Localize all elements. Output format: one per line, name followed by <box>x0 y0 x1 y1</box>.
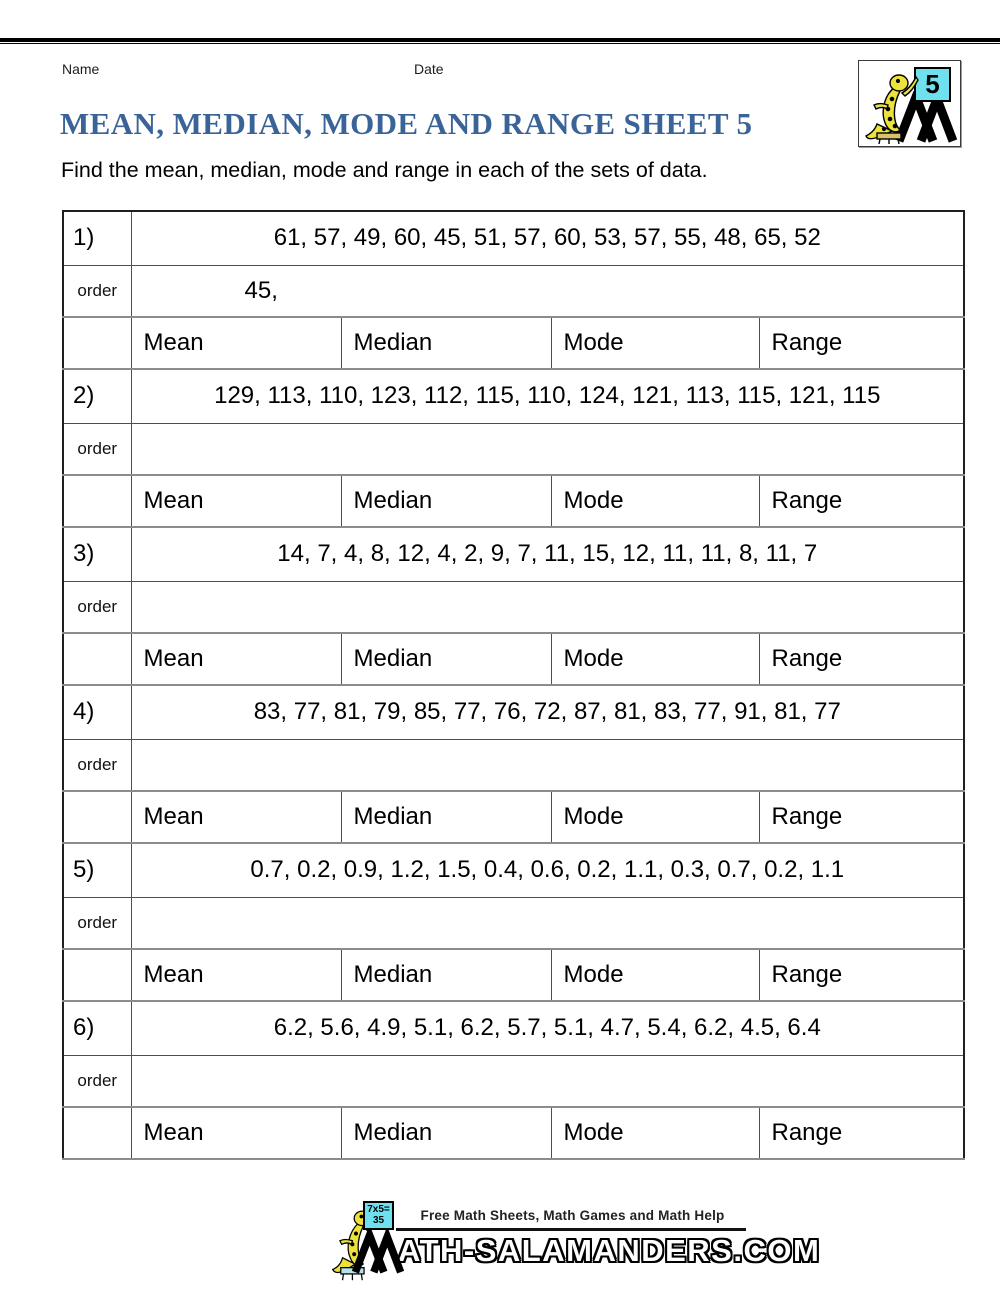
stat-header-mean: Mean <box>131 475 341 527</box>
stat-header-median: Median <box>341 475 551 527</box>
order-answer-area <box>131 581 964 633</box>
table-row <box>63 949 964 1001</box>
page-title: MEAN, MEDIAN, MODE AND RANGE SHEET 5 <box>60 106 753 141</box>
stat-header-mean: Mean <box>131 949 341 1001</box>
order-answer-area <box>131 423 964 475</box>
problem-number: 1) <box>63 211 131 265</box>
data-set: 6.2, 5.6, 4.9, 5.1, 6.2, 5.7, 5.1, 4.7, 5.4, 6.2, 4.5, 6.4 <box>131 1001 964 1055</box>
stat-header-mode: Mode <box>551 1107 759 1159</box>
order-answer-area <box>131 739 964 791</box>
stat-header-range: Range <box>759 475 964 527</box>
date-label: Date <box>414 61 444 77</box>
data-set: 83, 77, 81, 79, 85, 77, 76, 72, 87, 81, 83, 77, 91, 81, 77 <box>131 685 964 739</box>
instruction-text: Find the mean, median, mode and range in each of the sets of data. <box>61 158 708 182</box>
board-equation: 7x5= <box>367 1204 390 1215</box>
logo-math-board <box>363 1201 394 1230</box>
order-label: order <box>63 739 131 791</box>
data-set: 61, 57, 49, 60, 45, 51, 57, 60, 53, 57, 55, 48, 65, 52 <box>131 211 964 265</box>
order-answer-area: 45, <box>131 265 964 317</box>
name-label: Name <box>62 61 100 77</box>
stat-header-mode: Mode <box>551 949 759 1001</box>
easel-m-icon <box>352 1229 404 1275</box>
table-row <box>63 739 964 791</box>
stat-header-range: Range <box>759 317 964 369</box>
board-answer: 35 <box>372 1214 385 1226</box>
table-row <box>63 1055 964 1107</box>
sheet-logo <box>858 60 961 147</box>
table-row <box>63 791 964 843</box>
stat-header-range: Range <box>759 791 964 843</box>
stat-header-mean: Mean <box>131 633 341 685</box>
table-row <box>63 369 964 423</box>
empty-cell <box>63 791 131 843</box>
site-name: ATH-SALAMANDERS.COM <box>398 1233 821 1268</box>
table-row <box>63 1107 964 1159</box>
table-row <box>63 265 964 317</box>
table-row <box>63 527 964 581</box>
stat-header-mode: Mode <box>551 633 759 685</box>
stat-header-median: Median <box>341 317 551 369</box>
table-row <box>63 685 964 739</box>
stat-header-median: Median <box>341 949 551 1001</box>
order-label: order <box>63 265 131 317</box>
worksheet-table <box>62 210 965 1160</box>
data-set: 0.7, 0.2, 0.9, 1.2, 1.5, 0.4, 0.6, 0.2, 1.1, 0.3, 0.7, 0.2, 1.1 <box>131 843 964 897</box>
problem-number: 2) <box>63 369 131 423</box>
salamander-icon <box>862 69 920 145</box>
empty-cell <box>63 949 131 1001</box>
table-row <box>63 897 964 949</box>
problem-number: 5) <box>63 843 131 897</box>
order-answer-area <box>131 1055 964 1107</box>
order-answer-area <box>131 897 964 949</box>
table-row <box>63 317 964 369</box>
stat-header-mode: Mode <box>551 475 759 527</box>
order-label: order <box>63 1055 131 1107</box>
problem-number: 6) <box>63 1001 131 1055</box>
footer-tagline: Free Math Sheets, Math Games and Math Help <box>420 1208 725 1223</box>
footer-branding <box>0 1196 1000 1294</box>
empty-cell <box>63 1107 131 1159</box>
stat-header-median: Median <box>341 791 551 843</box>
table-row <box>63 843 964 897</box>
stat-header-mode: Mode <box>551 317 759 369</box>
order-label: order <box>63 581 131 633</box>
data-set: 129, 113, 110, 123, 112, 115, 110, 124, 121, 113, 115, 121, 115 <box>131 369 964 423</box>
table-row <box>63 211 964 265</box>
table-row <box>63 633 964 685</box>
stat-header-range: Range <box>759 1107 964 1159</box>
empty-cell <box>63 633 131 685</box>
table-row <box>63 581 964 633</box>
stat-header-mean: Mean <box>131 317 341 369</box>
table-row <box>63 423 964 475</box>
logo-sheet-number: 5 <box>925 69 940 99</box>
stat-header-mean: Mean <box>131 791 341 843</box>
problem-number: 3) <box>63 527 131 581</box>
table-row <box>63 1001 964 1055</box>
footer-divider <box>396 1228 746 1231</box>
order-label: order <box>63 423 131 475</box>
stat-header-range: Range <box>759 949 964 1001</box>
stat-header-mode: Mode <box>551 791 759 843</box>
table-row <box>63 475 964 527</box>
stat-header-mean: Mean <box>131 1107 341 1159</box>
empty-cell <box>63 475 131 527</box>
stat-header-median: Median <box>341 633 551 685</box>
stat-header-range: Range <box>759 633 964 685</box>
top-double-rule <box>0 38 1000 44</box>
order-label: order <box>63 897 131 949</box>
empty-cell <box>63 317 131 369</box>
stat-header-median: Median <box>341 1107 551 1159</box>
data-set: 14, 7, 4, 8, 12, 4, 2, 9, 7, 11, 15, 12, 11, 11, 8, 11, 7 <box>131 527 964 581</box>
problem-number: 4) <box>63 685 131 739</box>
